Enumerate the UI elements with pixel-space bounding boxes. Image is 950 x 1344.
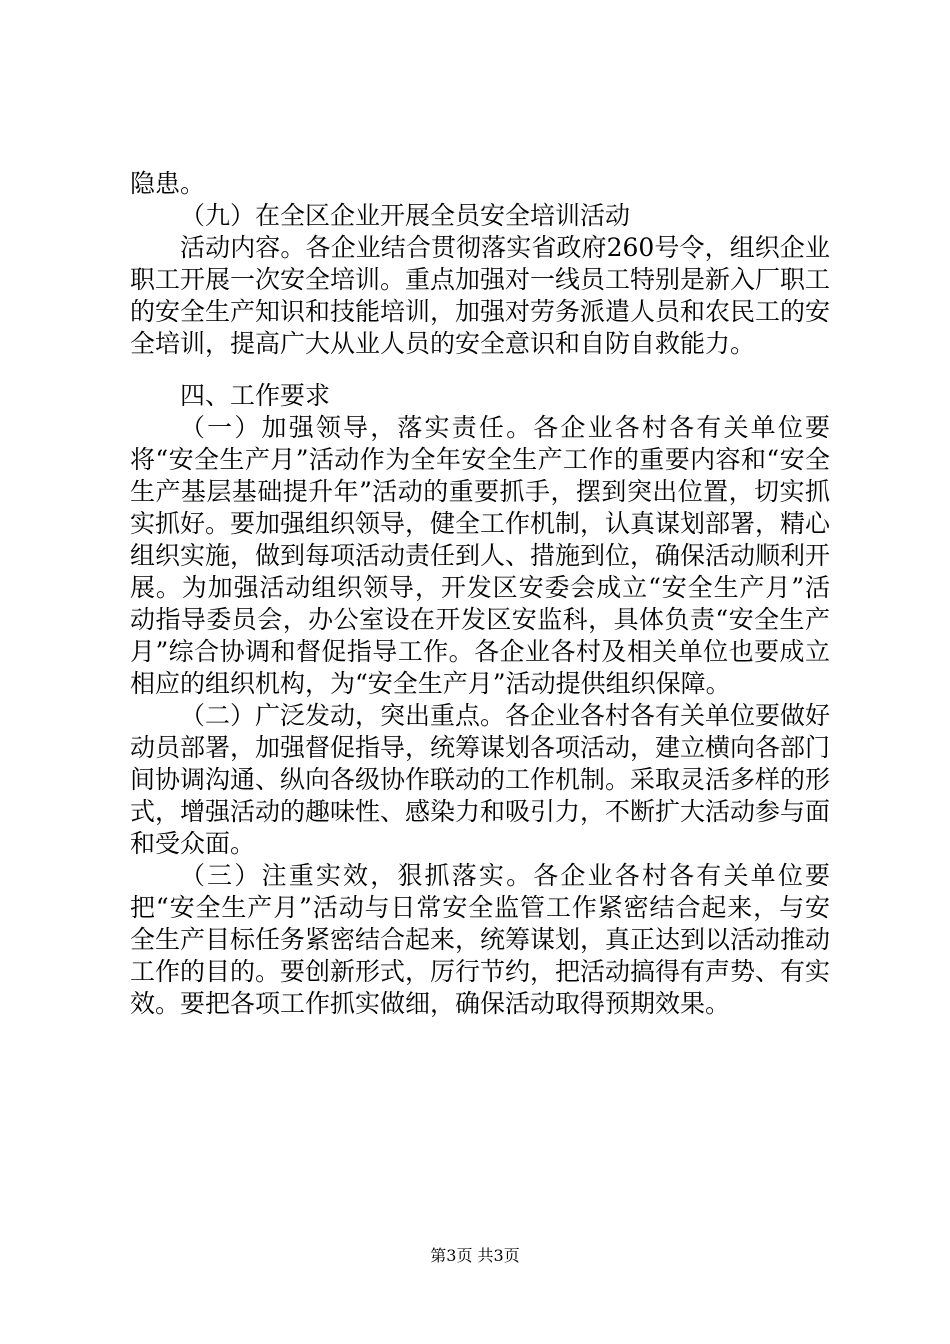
paragraph-requirement-one: （一）加强领导，落实责任。各企业各村各有关单位要将“安全生产月”活动作为全年安全生产工作的重要内容和“安全生产基层基础提升年”活动的重要抓手，摆到突出位置，切实抓实抓好。要加强组织领导，健全工作机制，认真谋划部署，精心组织实施，做到每项活动责任到人、措施到位，确保活动顺利开展。为加强活动组织领导，开发区安委会成立“安全生产月”活动指导委员会，办公室设在开发区安监科，具体负责“安全生产月”综合协调和督促指导工作。各企业各村及相关单位也要成立相应的组织机构，为“安全生产月”活动提供组织保障。 <box>130 413 831 698</box>
document-body <box>130 168 830 1020</box>
paragraph-requirement-two: （二）广泛发动，突出重点。各企业各村各有关单位要做好动员部署，加强督促指导，统筹谋划各项活动，建立横向各部门间协调沟通、纵向各级协作联动的工作机制。采取灵活多样的形式，增强活动的趣味性、感染力和吸引力，不断扩大活动参与面和受众面。 <box>130 701 831 858</box>
section-heading-nine: （九）在全区企业开展全员安全培训活动 <box>180 201 631 230</box>
page-number-footer: 第3页 共3页 <box>430 1246 520 1265</box>
paragraph-activity-content: 活动内容。各企业结合贯彻落实省政府260号令，组织企业职工开展一次安全培训。重点加强对一线员工特别是新入厂职工的安全生产知识和技能培训，加强对劳务派遣人员和农民工的安全培训，提高广大从业人员的安全意识和自防自救能力。 <box>130 233 831 358</box>
paragraph-continuation: 隐患。 <box>130 169 206 198</box>
section-heading-work-requirements: 四、工作要求 <box>180 381 331 410</box>
paragraph-requirement-three: （三）注重实效，狠抓落实。各企业各村各有关单位要把“安全生产月”活动与日常安全监管工作紧密结合起来，与安全生产目标任务紧密结合起来，统筹谋划，真正达到以活动推动工作的目的。要创新形式，厉行节约，把活动搞得有声势、有实效。要把各项工作抓实做细，确保活动取得预期效果。 <box>130 861 831 1018</box>
